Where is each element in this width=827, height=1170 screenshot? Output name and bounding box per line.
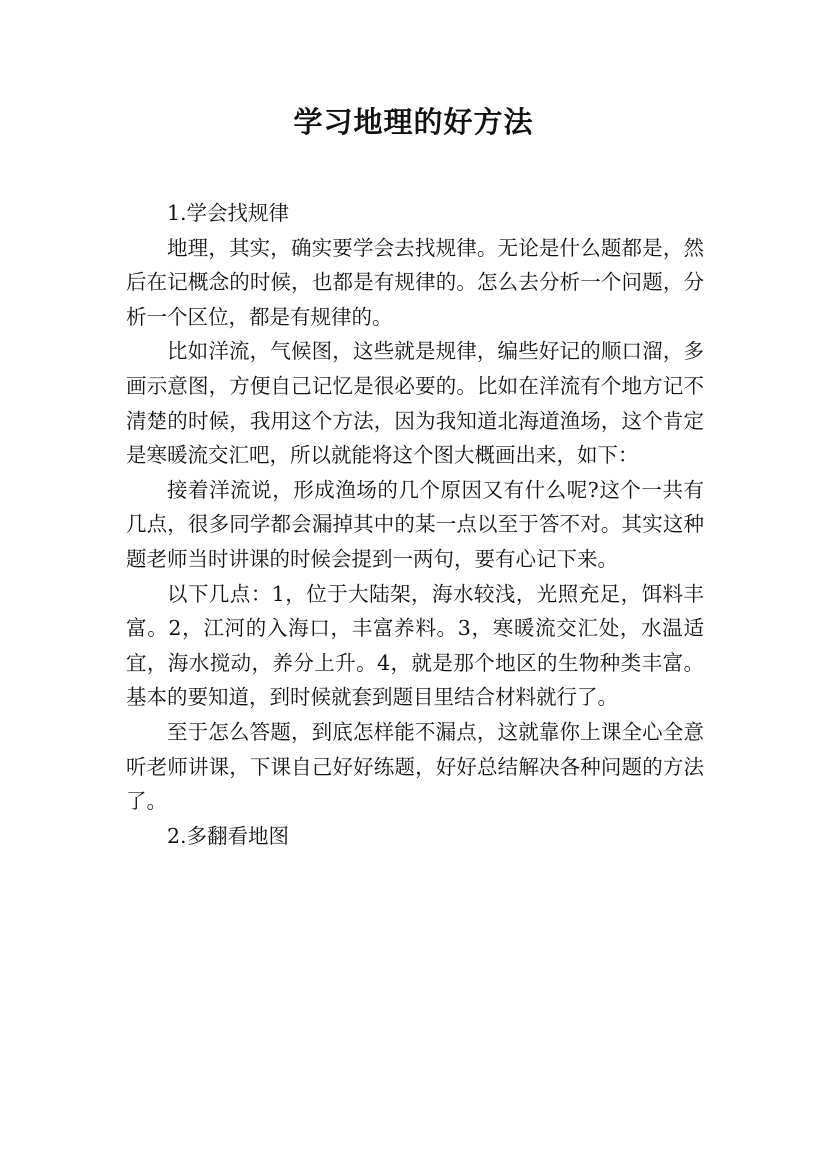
document-body xyxy=(126,196,704,853)
paragraph: 以下几点：1，位于大陆架，海水较浅，光照充足，饵料丰富。2，江河的入海口，丰富养料。3，寒暖流交汇处，水温适宜，海水搅动，养分上升。4，就是那个地区的生物种类丰富。基本的要知道，到时候就套到题目里结合材料就行了。 xyxy=(126,581,704,710)
section-heading: 1.学会找规律 xyxy=(167,201,290,225)
document-title: 学习地理的好方法 xyxy=(293,105,534,139)
paragraph: 接着洋流说，形成渔场的几个原因又有什么呢?这个一共有几点，很多同学都会漏掉其中的某一点以至于答不对。其实这种题老师当时讲课的时候会提到一两句，要有心记下来。 xyxy=(126,477,704,571)
paragraph: 比如洋流，气候图，这些就是规律，编些好记的顺口溜，多画示意图，方便自己记忆是很必要的。比如在洋流有个地方记不清楚的时候，我用这个方法，因为我知道北海道渔场，这个肯定是寒暖流交汇吧，所以就能将这个图大概画出来，如下： xyxy=(126,339,704,468)
paragraph: 地理，其实，确实要学会去找规律。无论是什么题都是，然后在记概念的时候，也都是有规律的。怎么去分析一个问题，分析一个区位，都是有规律的。 xyxy=(126,235,704,329)
section-heading: 2.多翻看地图 xyxy=(167,823,290,848)
paragraph: 至于怎么答题，到底怎样能不漏点，这就靠你上课全心全意听老师讲课，下课自己好好练题，好好总结解决各种问题的方法了。 xyxy=(126,719,704,814)
